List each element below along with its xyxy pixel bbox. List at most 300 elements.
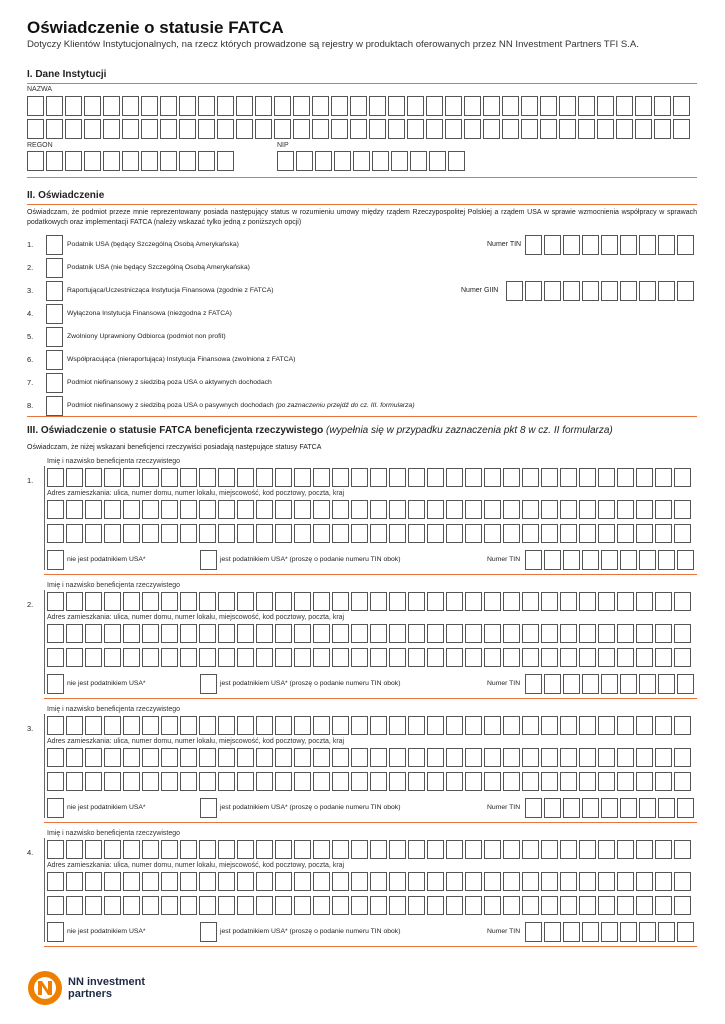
beneficiary-address-box[interactable]: [256, 872, 273, 891]
beneficiary-address-box[interactable]: [427, 624, 444, 643]
nazwa-box[interactable]: [502, 119, 519, 139]
beneficiary-tin-box[interactable]: [544, 674, 561, 694]
beneficiary-name-row[interactable]: [47, 592, 691, 611]
beneficiary-name-box[interactable]: [294, 840, 311, 859]
tin-box[interactable]: [544, 235, 561, 255]
beneficiary-name-box[interactable]: [503, 468, 520, 487]
beneficiary-name-box[interactable]: [636, 592, 653, 611]
beneficiary-address-box[interactable]: [161, 524, 178, 543]
beneficiary-address-box[interactable]: [370, 872, 387, 891]
beneficiary-address-box[interactable]: [351, 772, 368, 791]
beneficiary-address-box[interactable]: [351, 524, 368, 543]
beneficiary-name-box[interactable]: [522, 840, 539, 859]
beneficiary-address-box[interactable]: [199, 748, 216, 767]
beneficiary-name-box[interactable]: [123, 592, 140, 611]
beneficiary-address-box[interactable]: [104, 748, 121, 767]
nazwa-box[interactable]: [160, 119, 177, 139]
beneficiary-address-box[interactable]: [161, 772, 178, 791]
beneficiary-address-box[interactable]: [294, 896, 311, 915]
nazwa-box[interactable]: [103, 96, 120, 116]
beneficiary-address-box[interactable]: [427, 896, 444, 915]
beneficiary-address-row[interactable]: [47, 896, 691, 915]
beneficiary-address-box[interactable]: [503, 648, 520, 667]
beneficiary-tin-box[interactable]: [563, 798, 580, 818]
beneficiary-address-box[interactable]: [484, 896, 501, 915]
beneficiary-address-box[interactable]: [655, 748, 672, 767]
beneficiary-name-box[interactable]: [579, 840, 596, 859]
beneficiary-address-box[interactable]: [85, 872, 102, 891]
beneficiary-name-box[interactable]: [598, 468, 615, 487]
beneficiary-address-box[interactable]: [142, 648, 159, 667]
beneficiary-address-box[interactable]: [256, 524, 273, 543]
beneficiary-address-box[interactable]: [104, 524, 121, 543]
beneficiary-name-box[interactable]: [408, 592, 425, 611]
nazwa-box[interactable]: [141, 96, 158, 116]
giin-box[interactable]: [506, 281, 523, 301]
beneficiary-address-box[interactable]: [104, 896, 121, 915]
beneficiary-address-box[interactable]: [427, 872, 444, 891]
beneficiary-address-box[interactable]: [541, 896, 558, 915]
beneficiary-address-box[interactable]: [541, 500, 558, 519]
beneficiary-name-box[interactable]: [256, 468, 273, 487]
beneficiary-address-box[interactable]: [522, 648, 539, 667]
beneficiary-name-box[interactable]: [617, 716, 634, 735]
nazwa-box[interactable]: [388, 119, 405, 139]
regon-box[interactable]: [141, 151, 158, 171]
beneficiary-address-box[interactable]: [617, 624, 634, 643]
beneficiary-name-box[interactable]: [446, 592, 463, 611]
beneficiary-address-box[interactable]: [237, 648, 254, 667]
beneficiary-address-box[interactable]: [313, 748, 330, 767]
beneficiary-address-box[interactable]: [370, 624, 387, 643]
beneficiary-address-box[interactable]: [560, 748, 577, 767]
beneficiary-name-box[interactable]: [313, 716, 330, 735]
beneficiary-address-box[interactable]: [351, 872, 368, 891]
beneficiary-address-box[interactable]: [560, 524, 577, 543]
beneficiary-address-box[interactable]: [465, 748, 482, 767]
nazwa-box[interactable]: [255, 96, 272, 116]
beneficiary-name-box[interactable]: [560, 716, 577, 735]
regon-box[interactable]: [65, 151, 82, 171]
beneficiary-address-box[interactable]: [503, 500, 520, 519]
beneficiary-tin-box[interactable]: [658, 674, 675, 694]
beneficiary-address-box[interactable]: [389, 748, 406, 767]
beneficiary-name-row[interactable]: [47, 716, 691, 735]
beneficiary-name-box[interactable]: [123, 840, 140, 859]
beneficiary-address-box[interactable]: [180, 748, 197, 767]
beneficiary-address-box[interactable]: [503, 524, 520, 543]
nazwa-box[interactable]: [274, 96, 291, 116]
nazwa-box[interactable]: [84, 96, 101, 116]
beneficiary-address-row[interactable]: [47, 748, 691, 767]
option-checkbox[interactable]: [46, 396, 63, 416]
beneficiary-address-box[interactable]: [313, 872, 330, 891]
beneficiary-name-box[interactable]: [161, 468, 178, 487]
nazwa-box[interactable]: [426, 119, 443, 139]
option-checkbox[interactable]: [46, 373, 63, 393]
tin-box[interactable]: [639, 235, 656, 255]
beneficiary-address-box[interactable]: [522, 896, 539, 915]
regon-box[interactable]: [46, 151, 63, 171]
beneficiary-address-box[interactable]: [541, 524, 558, 543]
nazwa-box[interactable]: [559, 119, 576, 139]
beneficiary-address-box[interactable]: [370, 748, 387, 767]
beneficiary-tin-box[interactable]: [639, 922, 656, 942]
beneficiary-address-box[interactable]: [66, 748, 83, 767]
beneficiary-name-box[interactable]: [446, 468, 463, 487]
beneficiary-name-box[interactable]: [598, 716, 615, 735]
beneficiary-name-box[interactable]: [47, 592, 64, 611]
beneficiary-tin-box[interactable]: [563, 674, 580, 694]
beneficiary-address-box[interactable]: [598, 624, 615, 643]
beneficiary-address-box[interactable]: [427, 524, 444, 543]
nazwa-box[interactable]: [521, 119, 538, 139]
beneficiary-address-box[interactable]: [123, 624, 140, 643]
beneficiary-name-box[interactable]: [85, 716, 102, 735]
beneficiary-address-row[interactable]: [47, 648, 691, 667]
tin-box[interactable]: [601, 235, 618, 255]
beneficiary-address-box[interactable]: [522, 748, 539, 767]
beneficiary-address-box[interactable]: [655, 524, 672, 543]
beneficiary-address-box[interactable]: [370, 500, 387, 519]
beneficiary-name-box[interactable]: [332, 468, 349, 487]
beneficiary-address-box[interactable]: [465, 648, 482, 667]
beneficiary-tin-box[interactable]: [620, 922, 637, 942]
beneficiary-name-box[interactable]: [180, 592, 197, 611]
beneficiary-name-box[interactable]: [199, 592, 216, 611]
nazwa-box[interactable]: [616, 119, 633, 139]
nip-box[interactable]: [353, 151, 370, 171]
beneficiary-address-box[interactable]: [446, 748, 463, 767]
beneficiary-address-box[interactable]: [237, 896, 254, 915]
beneficiary-name-box[interactable]: [275, 468, 292, 487]
nazwa-box[interactable]: [654, 119, 671, 139]
beneficiary-name-box[interactable]: [465, 468, 482, 487]
beneficiary-address-box[interactable]: [332, 500, 349, 519]
nazwa-box[interactable]: [217, 119, 234, 139]
nazwa-box[interactable]: [236, 96, 253, 116]
beneficiary-address-box[interactable]: [199, 896, 216, 915]
tin-box[interactable]: [677, 235, 694, 255]
beneficiary-address-box[interactable]: [161, 872, 178, 891]
beneficiary-tin-box[interactable]: [620, 550, 637, 570]
beneficiary-address-box[interactable]: [408, 896, 425, 915]
beneficiary-tin-box[interactable]: [601, 550, 618, 570]
nazwa-box[interactable]: [635, 96, 652, 116]
beneficiary-address-box[interactable]: [218, 648, 235, 667]
beneficiary-name-box[interactable]: [85, 592, 102, 611]
beneficiary-tin-box[interactable]: [601, 674, 618, 694]
beneficiary-address-box[interactable]: [560, 896, 577, 915]
giin-box[interactable]: [601, 281, 618, 301]
beneficiary-name-box[interactable]: [351, 840, 368, 859]
beneficiary-address-box[interactable]: [161, 896, 178, 915]
beneficiary-name-box[interactable]: [218, 592, 235, 611]
beneficiary-name-box[interactable]: [66, 840, 83, 859]
beneficiary-tin-box[interactable]: [639, 798, 656, 818]
beneficiary-address-box[interactable]: [579, 896, 596, 915]
beneficiary-address-box[interactable]: [332, 524, 349, 543]
beneficiary-address-box[interactable]: [427, 748, 444, 767]
tin-box[interactable]: [582, 235, 599, 255]
beneficiary-address-box[interactable]: [617, 772, 634, 791]
nazwa-box[interactable]: [27, 96, 44, 116]
beneficiary-address-box[interactable]: [85, 524, 102, 543]
beneficiary-address-box[interactable]: [104, 872, 121, 891]
tin-row[interactable]: [525, 235, 694, 255]
beneficiary-address-box[interactable]: [351, 748, 368, 767]
beneficiary-address-box[interactable]: [560, 772, 577, 791]
beneficiary-address-box[interactable]: [598, 524, 615, 543]
beneficiary-address-box[interactable]: [579, 748, 596, 767]
beneficiary-address-box[interactable]: [180, 500, 197, 519]
beneficiary-address-box[interactable]: [389, 500, 406, 519]
beneficiary-address-box[interactable]: [503, 872, 520, 891]
beneficiary-tin-box[interactable]: [525, 798, 542, 818]
regon-box[interactable]: [27, 151, 44, 171]
beneficiary-address-box[interactable]: [237, 772, 254, 791]
beneficiary-address-box[interactable]: [180, 896, 197, 915]
beneficiary-address-box[interactable]: [66, 624, 83, 643]
beneficiary-name-box[interactable]: [275, 840, 292, 859]
beneficiary-address-box[interactable]: [636, 648, 653, 667]
nazwa-box[interactable]: [578, 119, 595, 139]
beneficiary-address-box[interactable]: [237, 524, 254, 543]
giin-box[interactable]: [620, 281, 637, 301]
beneficiary-address-box[interactable]: [655, 500, 672, 519]
beneficiary-address-box[interactable]: [579, 524, 596, 543]
beneficiary-address-box[interactable]: [427, 648, 444, 667]
beneficiary-address-box[interactable]: [674, 772, 691, 791]
beneficiary-address-box[interactable]: [142, 624, 159, 643]
beneficiary-name-box[interactable]: [560, 592, 577, 611]
beneficiary-name-box[interactable]: [66, 592, 83, 611]
nazwa-box[interactable]: [654, 96, 671, 116]
nazwa-box[interactable]: [122, 119, 139, 139]
beneficiary-address-box[interactable]: [617, 500, 634, 519]
tin-box[interactable]: [620, 235, 637, 255]
option-checkbox[interactable]: [46, 304, 63, 324]
beneficiary-address-box[interactable]: [104, 772, 121, 791]
beneficiary-address-box[interactable]: [123, 500, 140, 519]
beneficiary-address-box[interactable]: [294, 748, 311, 767]
beneficiary-name-box[interactable]: [332, 592, 349, 611]
beneficiary-name-box[interactable]: [237, 840, 254, 859]
beneficiary-address-box[interactable]: [389, 524, 406, 543]
beneficiary-name-box[interactable]: [522, 716, 539, 735]
beneficiary-name-box[interactable]: [85, 840, 102, 859]
beneficiary-address-box[interactable]: [199, 624, 216, 643]
not-taxpayer-checkbox[interactable]: [47, 922, 64, 942]
nazwa-box[interactable]: [559, 96, 576, 116]
beneficiary-name-box[interactable]: [313, 468, 330, 487]
beneficiary-name-box[interactable]: [446, 716, 463, 735]
beneficiary-address-box[interactable]: [389, 624, 406, 643]
beneficiary-name-box[interactable]: [256, 592, 273, 611]
beneficiary-address-box[interactable]: [218, 872, 235, 891]
beneficiary-address-box[interactable]: [560, 872, 577, 891]
beneficiary-address-box[interactable]: [389, 896, 406, 915]
beneficiary-name-box[interactable]: [275, 592, 292, 611]
nazwa-box[interactable]: [350, 119, 367, 139]
beneficiary-address-box[interactable]: [446, 624, 463, 643]
beneficiary-name-box[interactable]: [237, 468, 254, 487]
beneficiary-address-box[interactable]: [465, 772, 482, 791]
beneficiary-address-box[interactable]: [598, 896, 615, 915]
giin-box[interactable]: [544, 281, 561, 301]
beneficiary-address-box[interactable]: [674, 872, 691, 891]
beneficiary-address-box[interactable]: [370, 896, 387, 915]
beneficiary-address-box[interactable]: [237, 500, 254, 519]
beneficiary-name-box[interactable]: [47, 840, 64, 859]
beneficiary-address-box[interactable]: [389, 872, 406, 891]
beneficiary-tin-box[interactable]: [544, 798, 561, 818]
beneficiary-address-box[interactable]: [199, 524, 216, 543]
nazwa-box[interactable]: [122, 96, 139, 116]
beneficiary-name-box[interactable]: [370, 468, 387, 487]
beneficiary-name-box[interactable]: [294, 716, 311, 735]
beneficiary-address-box[interactable]: [180, 772, 197, 791]
beneficiary-tin-row[interactable]: [525, 674, 694, 694]
beneficiary-address-box[interactable]: [218, 896, 235, 915]
beneficiary-name-box[interactable]: [674, 840, 691, 859]
option-checkbox[interactable]: [46, 350, 63, 370]
beneficiary-address-box[interactable]: [294, 648, 311, 667]
beneficiary-address-box[interactable]: [370, 648, 387, 667]
beneficiary-name-row[interactable]: [47, 468, 691, 487]
beneficiary-address-box[interactable]: [541, 624, 558, 643]
beneficiary-address-box[interactable]: [332, 748, 349, 767]
beneficiary-name-box[interactable]: [465, 716, 482, 735]
beneficiary-address-box[interactable]: [560, 648, 577, 667]
beneficiary-tin-box[interactable]: [525, 550, 542, 570]
tin-box[interactable]: [658, 235, 675, 255]
beneficiary-address-box[interactable]: [294, 500, 311, 519]
beneficiary-address-box[interactable]: [465, 624, 482, 643]
nazwa-box[interactable]: [293, 119, 310, 139]
nazwa-box[interactable]: [369, 96, 386, 116]
beneficiary-address-box[interactable]: [446, 524, 463, 543]
beneficiary-address-box[interactable]: [218, 624, 235, 643]
beneficiary-address-box[interactable]: [351, 648, 368, 667]
beneficiary-name-box[interactable]: [636, 468, 653, 487]
beneficiary-address-box[interactable]: [522, 624, 539, 643]
beneficiary-name-box[interactable]: [47, 716, 64, 735]
beneficiary-tin-box[interactable]: [620, 798, 637, 818]
beneficiary-tin-box[interactable]: [563, 922, 580, 942]
beneficiary-address-box[interactable]: [161, 748, 178, 767]
beneficiary-address-box[interactable]: [674, 500, 691, 519]
beneficiary-name-box[interactable]: [218, 716, 235, 735]
beneficiary-address-box[interactable]: [332, 648, 349, 667]
beneficiary-address-box[interactable]: [275, 624, 292, 643]
beneficiary-name-box[interactable]: [142, 840, 159, 859]
beneficiary-address-box[interactable]: [484, 872, 501, 891]
taxpayer-checkbox[interactable]: [200, 550, 217, 570]
beneficiary-address-box[interactable]: [522, 524, 539, 543]
beneficiary-name-box[interactable]: [674, 468, 691, 487]
beneficiary-address-box[interactable]: [579, 772, 596, 791]
beneficiary-name-box[interactable]: [465, 840, 482, 859]
beneficiary-address-box[interactable]: [503, 772, 520, 791]
beneficiary-address-box[interactable]: [256, 648, 273, 667]
beneficiary-address-box[interactable]: [408, 500, 425, 519]
beneficiary-name-box[interactable]: [275, 716, 292, 735]
beneficiary-address-box[interactable]: [408, 648, 425, 667]
beneficiary-address-box[interactable]: [123, 748, 140, 767]
beneficiary-tin-box[interactable]: [601, 922, 618, 942]
beneficiary-name-box[interactable]: [655, 592, 672, 611]
nazwa-box[interactable]: [65, 96, 82, 116]
nazwa-box[interactable]: [635, 119, 652, 139]
nazwa-box[interactable]: [597, 119, 614, 139]
nazwa-box[interactable]: [198, 119, 215, 139]
beneficiary-name-box[interactable]: [180, 840, 197, 859]
beneficiary-name-box[interactable]: [218, 840, 235, 859]
beneficiary-address-box[interactable]: [522, 500, 539, 519]
beneficiary-name-box[interactable]: [617, 592, 634, 611]
not-taxpayer-checkbox[interactable]: [47, 798, 64, 818]
beneficiary-address-box[interactable]: [598, 748, 615, 767]
beneficiary-address-box[interactable]: [275, 500, 292, 519]
beneficiary-address-box[interactable]: [294, 524, 311, 543]
beneficiary-address-box[interactable]: [332, 624, 349, 643]
nazwa-box[interactable]: [236, 119, 253, 139]
nazwa-box[interactable]: [46, 119, 63, 139]
beneficiary-tin-box[interactable]: [582, 674, 599, 694]
beneficiary-address-box[interactable]: [484, 500, 501, 519]
beneficiary-name-box[interactable]: [370, 716, 387, 735]
nip-box[interactable]: [429, 151, 446, 171]
beneficiary-address-box[interactable]: [579, 624, 596, 643]
beneficiary-address-box[interactable]: [332, 872, 349, 891]
beneficiary-address-box[interactable]: [446, 872, 463, 891]
beneficiary-address-box[interactable]: [123, 772, 140, 791]
nazwa-box[interactable]: [521, 96, 538, 116]
regon-box[interactable]: [198, 151, 215, 171]
beneficiary-name-row[interactable]: [47, 840, 691, 859]
beneficiary-address-box[interactable]: [275, 772, 292, 791]
beneficiary-address-row[interactable]: [47, 524, 691, 543]
beneficiary-address-box[interactable]: [142, 748, 159, 767]
beneficiary-address-box[interactable]: [275, 524, 292, 543]
nip-box[interactable]: [448, 151, 465, 171]
beneficiary-address-box[interactable]: [579, 648, 596, 667]
beneficiary-address-box[interactable]: [237, 624, 254, 643]
beneficiary-address-box[interactable]: [294, 772, 311, 791]
beneficiary-name-box[interactable]: [655, 468, 672, 487]
beneficiary-address-box[interactable]: [446, 648, 463, 667]
beneficiary-name-box[interactable]: [199, 468, 216, 487]
beneficiary-name-box[interactable]: [522, 592, 539, 611]
beneficiary-address-box[interactable]: [161, 648, 178, 667]
beneficiary-address-box[interactable]: [541, 872, 558, 891]
beneficiary-address-box[interactable]: [275, 872, 292, 891]
beneficiary-address-row[interactable]: [47, 772, 691, 791]
beneficiary-address-box[interactable]: [66, 648, 83, 667]
beneficiary-tin-box[interactable]: [620, 674, 637, 694]
nazwa-box[interactable]: [350, 96, 367, 116]
beneficiary-address-box[interactable]: [636, 524, 653, 543]
beneficiary-address-box[interactable]: [85, 772, 102, 791]
beneficiary-address-box[interactable]: [256, 624, 273, 643]
taxpayer-checkbox[interactable]: [200, 674, 217, 694]
beneficiary-address-box[interactable]: [85, 896, 102, 915]
beneficiary-tin-box[interactable]: [658, 798, 675, 818]
beneficiary-address-box[interactable]: [503, 748, 520, 767]
beneficiary-address-box[interactable]: [389, 648, 406, 667]
beneficiary-name-box[interactable]: [161, 716, 178, 735]
